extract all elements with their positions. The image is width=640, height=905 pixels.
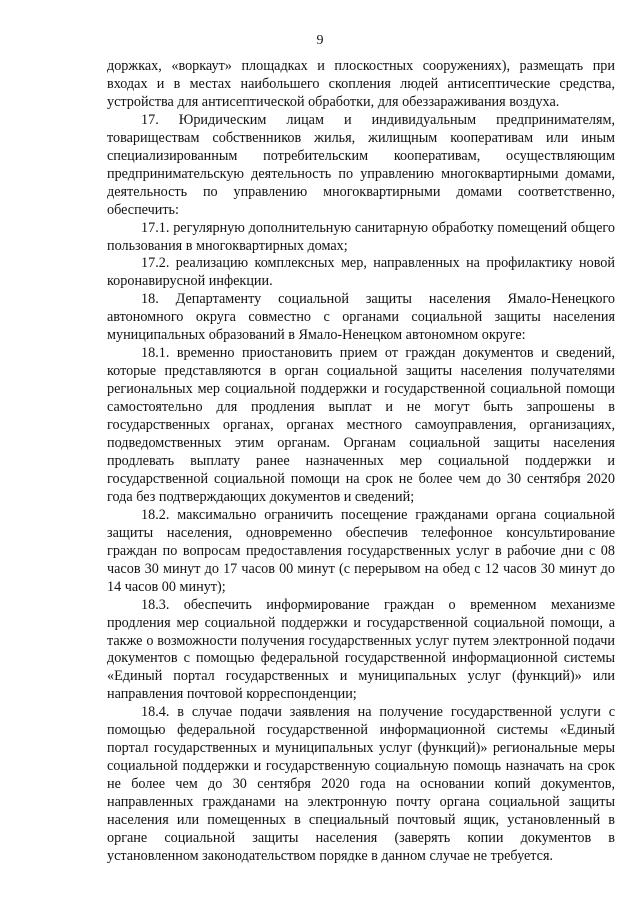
paragraph-18-2: 18.2. максимально ограничить посещение гражданами органа социальной защиты населения, одновременно обеспечив телефонное консультирование граждан по вопросам предоставления государственных услуг в рабочие дни с 08 часов 30 минут до 17 часов 00 минут (с перерывом на обед с 12 часов 30 минут до 14 часов 00 минут); [107, 506, 615, 595]
paragraph-18-1: 18.1. временно приостановить прием от граждан документов и сведений, которые представляются в орган социальной защиты населения получателями региональных мер социальной поддержки и государственной социальной помощи самостоятельно для продления выплат и не могут быть запрошены в государственных органах, органах местного самоуправления, организациях, подведомственных этим органам. Органам социальной защиты населения продлевать выплату ранее назначенных мер социальной поддержки и государственной социальной помощи на срок не более чем до 30 сентября 2020 года без подтверждающих документов и сведений; [107, 345, 615, 505]
paragraph-17: 17. Юридическим лицам и индивидуальным предпринимателям, товариществам собственников жилья, жилищным кооперативам или иным специализированным потребительским кооперативам, осуществляющим предпринимательскую деятельность по управлению многоквартирными домами, деятельность по управлению многоквартирными домами соответственно, обеспечить: [107, 111, 615, 218]
paragraph-continuation: доржках, «воркаут» площадках и плоскостных сооружениях), размещать при входах и в местах наибольшего скопления людей антисептические средства, устройства для антисептической обработки, для обеззараживания воздуха. [107, 58, 615, 110]
paragraph-17-1: 17.1. регулярную дополнительную санитарную обработку помещений общего пользования в многоквартирных домах; [107, 219, 615, 254]
paragraph-17-2: 17.2. реализацию комплексных мер, направленных на профилактику новой коронавирусной инфекции. [107, 255, 615, 290]
paragraph-18-4: 18.4. в случае подачи заявления на получение государственной услуги с помощью федеральной государственной информационной системы «Единый портал государственных и муниципальных услуг (функций)» региональные меры социальной поддержки и государственную социальную помощь назначать на срок не более чем до 30 сентября 2020 года на основании копий документов, направленных гражданами на электронную почту органа социальной защиты населения или помещенных в специальный почтовый ящик, установленный в органе социальной защиты населения (заверять копии документов в установленном законодательством порядке в данном случае не требуется. [107, 704, 615, 864]
paragraph-18: 18. Департаменту социальной защиты населения Ямало-Ненецкого автономного округа совместно с органами социальной защиты населения муниципальных образований в Ямало-Ненецком автономном округе: [107, 291, 615, 344]
paragraph-18-3: 18.3. обеспечить информирование граждан о временном механизме продления мер социальной поддержки и государственной социальной помощи, а также о возможности получения государственных услуг путем электронной подачи документов с помощью федеральной государственной информационной системы «Единый портал государственных и муниципальных услуг (функций)» или направления почтовой корреспонденции; [107, 596, 615, 703]
document-body [107, 58, 615, 866]
page-number: 9 [316, 33, 324, 48]
